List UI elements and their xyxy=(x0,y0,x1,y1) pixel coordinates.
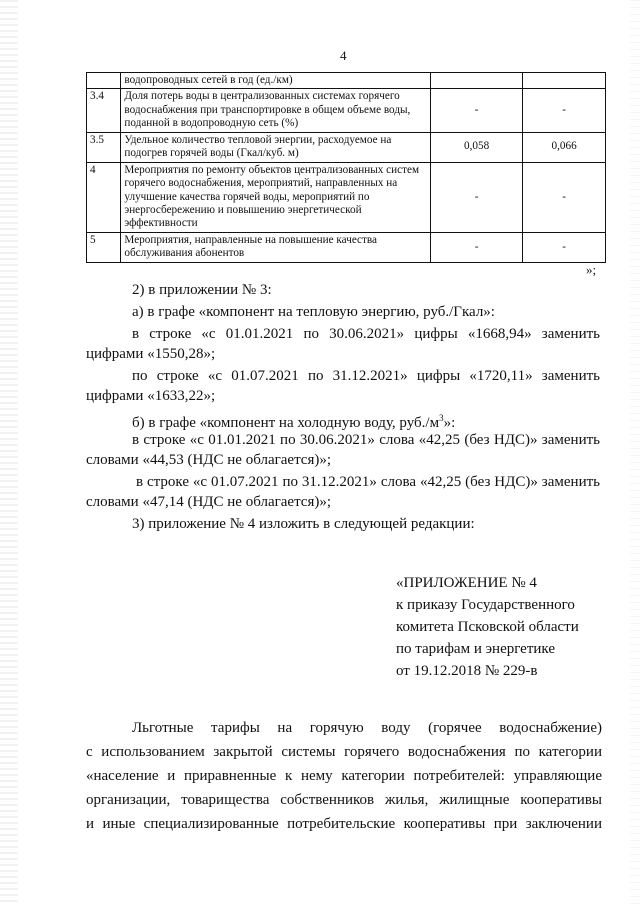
paragraph-row-h2-2021: по строке «с 01.07.2021 по 31.12.2021» цифры «1720,11» заменить xyxy=(132,368,600,384)
row-value-2: - xyxy=(523,89,606,132)
paragraph-row-h1-2021-cont: цифрами «1550,28»; xyxy=(86,346,216,362)
paragraph-cold-row-h1: в строке «с 01.01.2021 по 30.06.2021» слова «42,25 (без НДС)» заменить xyxy=(132,432,600,448)
table-row xyxy=(87,132,606,162)
appendix-line: по тарифам и энергетике xyxy=(396,641,555,657)
row-value-1: - xyxy=(430,162,522,232)
row-name: Удельное количество тепловой энергии, расходуемое на подогрев горячей воды (Гкал/куб. м) xyxy=(121,132,431,162)
appendix-date: от 19.12.2018 № 229-в xyxy=(396,663,538,679)
row-number xyxy=(87,73,121,89)
appendix-header xyxy=(396,572,579,682)
title-line: Льготные тарифы на горячую воду (горячее водоснабжение) xyxy=(132,720,602,736)
scan-edge-left xyxy=(0,0,18,905)
row-value-1 xyxy=(430,73,522,89)
table-row xyxy=(87,73,606,89)
title-line: «население и приравненные к нему категории потребителей: управляющие xyxy=(86,768,602,784)
paragraph-appendix-3: 2) в приложении № 3: xyxy=(132,282,272,298)
row-number: 5 xyxy=(87,232,121,262)
appendix-line: комитета Псковской области xyxy=(396,619,579,635)
paragraph-cold-water-text: б) в графе «компонент на холодную воду, руб./м xyxy=(132,415,440,431)
paragraph-cold-row-h2-cont: словами «47,14 (НДС не облагается)»; xyxy=(86,494,332,510)
appendix-line: к приказу Государственного xyxy=(396,597,575,613)
paragraph-cold-water-end: »: xyxy=(443,415,456,431)
tariff-title xyxy=(86,716,602,836)
paragraph-appendix-4: 3) приложение № 4 изложить в следующей редакции: xyxy=(132,516,475,532)
row-number: 4 xyxy=(87,162,121,232)
row-value-1: - xyxy=(430,232,522,262)
row-value-2: - xyxy=(523,162,606,232)
row-value-2: 0,066 xyxy=(523,132,606,162)
scan-edge-right xyxy=(630,0,640,905)
table-row xyxy=(87,162,606,232)
title-line: с использованием закрытой системы горячего водоснабжения по категории xyxy=(86,744,602,760)
appendix-title: «ПРИЛОЖЕНИЕ № 4 xyxy=(396,575,537,591)
table-end-quote: »; xyxy=(586,262,597,277)
paragraph-heat-energy-column: а) в графе «компонент на тепловую энергию, руб./Гкал»: xyxy=(132,304,495,320)
row-value-2: - xyxy=(523,232,606,262)
indicators-table xyxy=(86,72,606,263)
row-value-1: 0,058 xyxy=(430,132,522,162)
table-row xyxy=(87,232,606,262)
row-value-1: - xyxy=(430,89,522,132)
row-value-2 xyxy=(523,73,606,89)
paragraph-row-h2-2021-cont: цифрами «1633,22»; xyxy=(86,388,216,404)
row-name: Мероприятия по ремонту объектов централизованных систем горячего водоснабжения, мероприятий, направленных на улучшение качества горячей воды, мероприятий по энергосбережению и повышению энергетической эффективности xyxy=(121,162,431,232)
paragraph-cold-row-h2: в строке «с 01.07.2021 по 31.12.2021» слова «42,25 (без НДС)» заменить xyxy=(136,474,600,490)
row-name: Мероприятия, направленные на повышение качества обслуживания абонентов xyxy=(121,232,431,262)
paragraph-cold-row-h1-cont: словами «44,53 (НДС не облагается)»; xyxy=(86,452,332,468)
row-number: 3.5 xyxy=(87,132,121,162)
paragraph-row-h1-2021: в строке «с 01.01.2021 по 30.06.2021» цифры «1668,94» заменить xyxy=(132,326,600,342)
page-number: 4 xyxy=(340,48,347,63)
row-number: 3.4 xyxy=(87,89,121,132)
superscript-cube: 3 xyxy=(439,413,444,423)
row-name: водопроводных сетей в год (ед./км) xyxy=(121,73,431,89)
title-line: организации, товарищества собственников жилья, жилищные кооперативы xyxy=(86,792,602,808)
table-row xyxy=(87,89,606,132)
row-name: Доля потерь воды в централизованных системах горячего водоснабжения при транспортировке в общем объеме воды, поданной в водопроводную сеть (%) xyxy=(121,89,431,132)
title-line: и иные специализированные потребительские кооперативы при заключении xyxy=(86,816,602,832)
